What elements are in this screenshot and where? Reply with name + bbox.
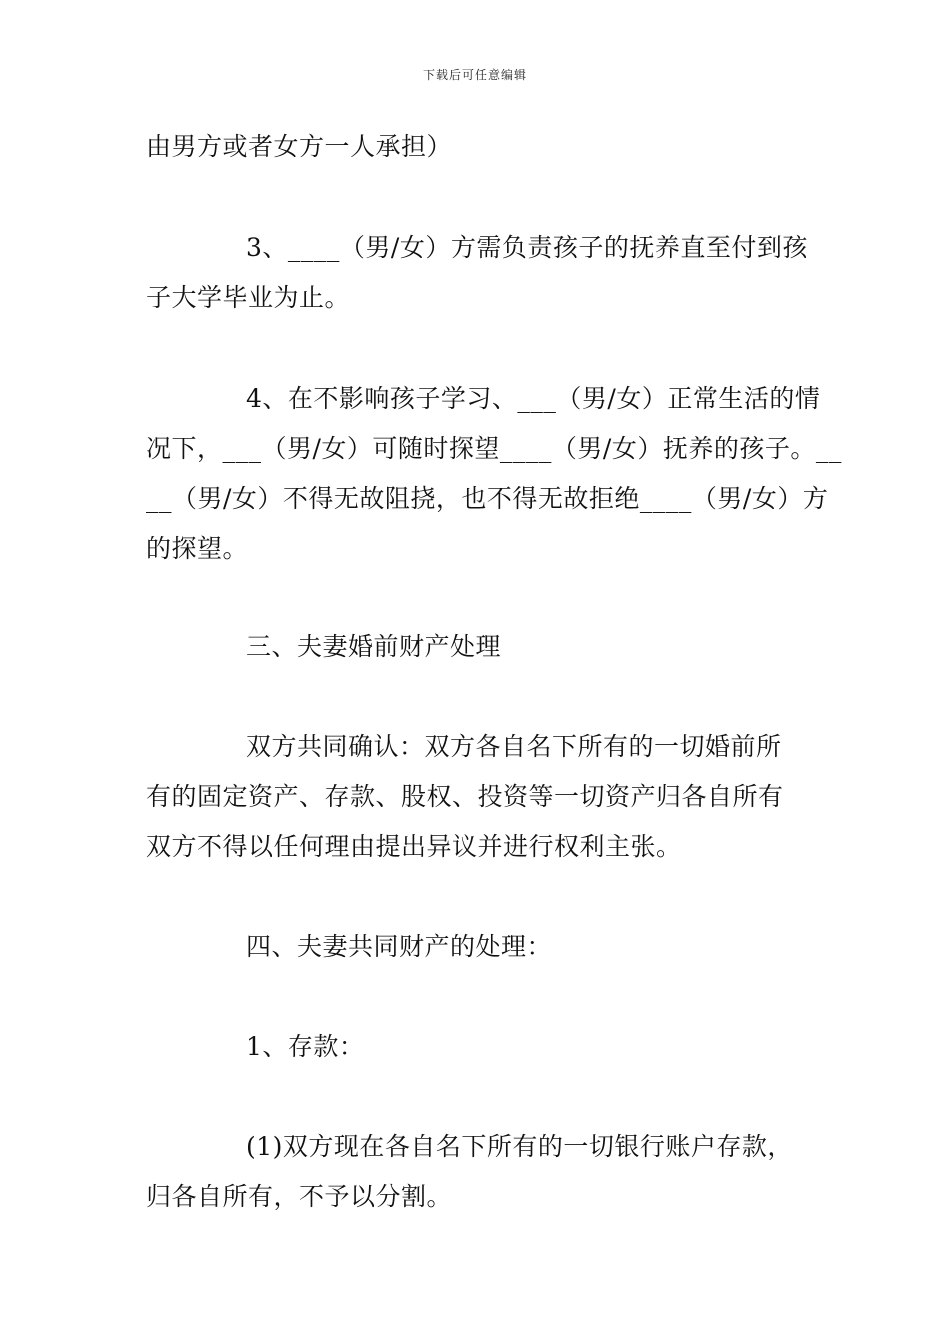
text-line: 4、在不影响孩子学习、___（男/女）正常生活的情	[246, 384, 821, 413]
heading-line: 1、存款：	[246, 1032, 365, 1061]
text-line: 由男方或者女方一人承担）	[146, 132, 453, 161]
text-line: (1)双方现在各自名下所有的一切银行账户存款，	[246, 1132, 793, 1161]
text-line: 况下，___（男/女）可随时探望____（男/女）抚养的孩子。__	[146, 434, 842, 463]
subheading-deposits	[146, 1022, 806, 1072]
heading-line: 三、夫妻婚前财产处理	[246, 632, 502, 661]
text-line: __（男/女）不得无故阻挠，也不得无故拒绝____（男/女）方	[146, 484, 829, 513]
section-heading-4	[146, 922, 806, 972]
section-heading-3	[146, 622, 806, 672]
text-line: 3、____（男/女）方需负责孩子的抚养直至付到孩	[246, 233, 808, 262]
text-line: 归各自所有，不予以分割。	[146, 1182, 453, 1211]
text-line: 有的固定资产、存款、股权、投资等一切资产归各自所有	[146, 782, 784, 811]
heading-line: 四、夫妻共同财产的处理：	[246, 932, 553, 961]
text-line: 子大学毕业为止。	[146, 283, 351, 312]
text-line: 双方共同确认：双方各自名下所有的一切婚前所	[246, 732, 782, 761]
text-line: 双方不得以任何理由提出异议并进行权利主张。	[146, 832, 682, 861]
paragraph-clause-4	[146, 374, 842, 574]
text-line: 的探望。	[146, 534, 249, 563]
paragraph-deposits-1	[146, 1122, 806, 1222]
paragraph-clause-3	[146, 223, 806, 323]
paragraph-continuation	[146, 122, 806, 172]
paragraph-premarital-property	[146, 722, 806, 872]
page-header: 下载后可任意编辑	[422, 68, 527, 82]
